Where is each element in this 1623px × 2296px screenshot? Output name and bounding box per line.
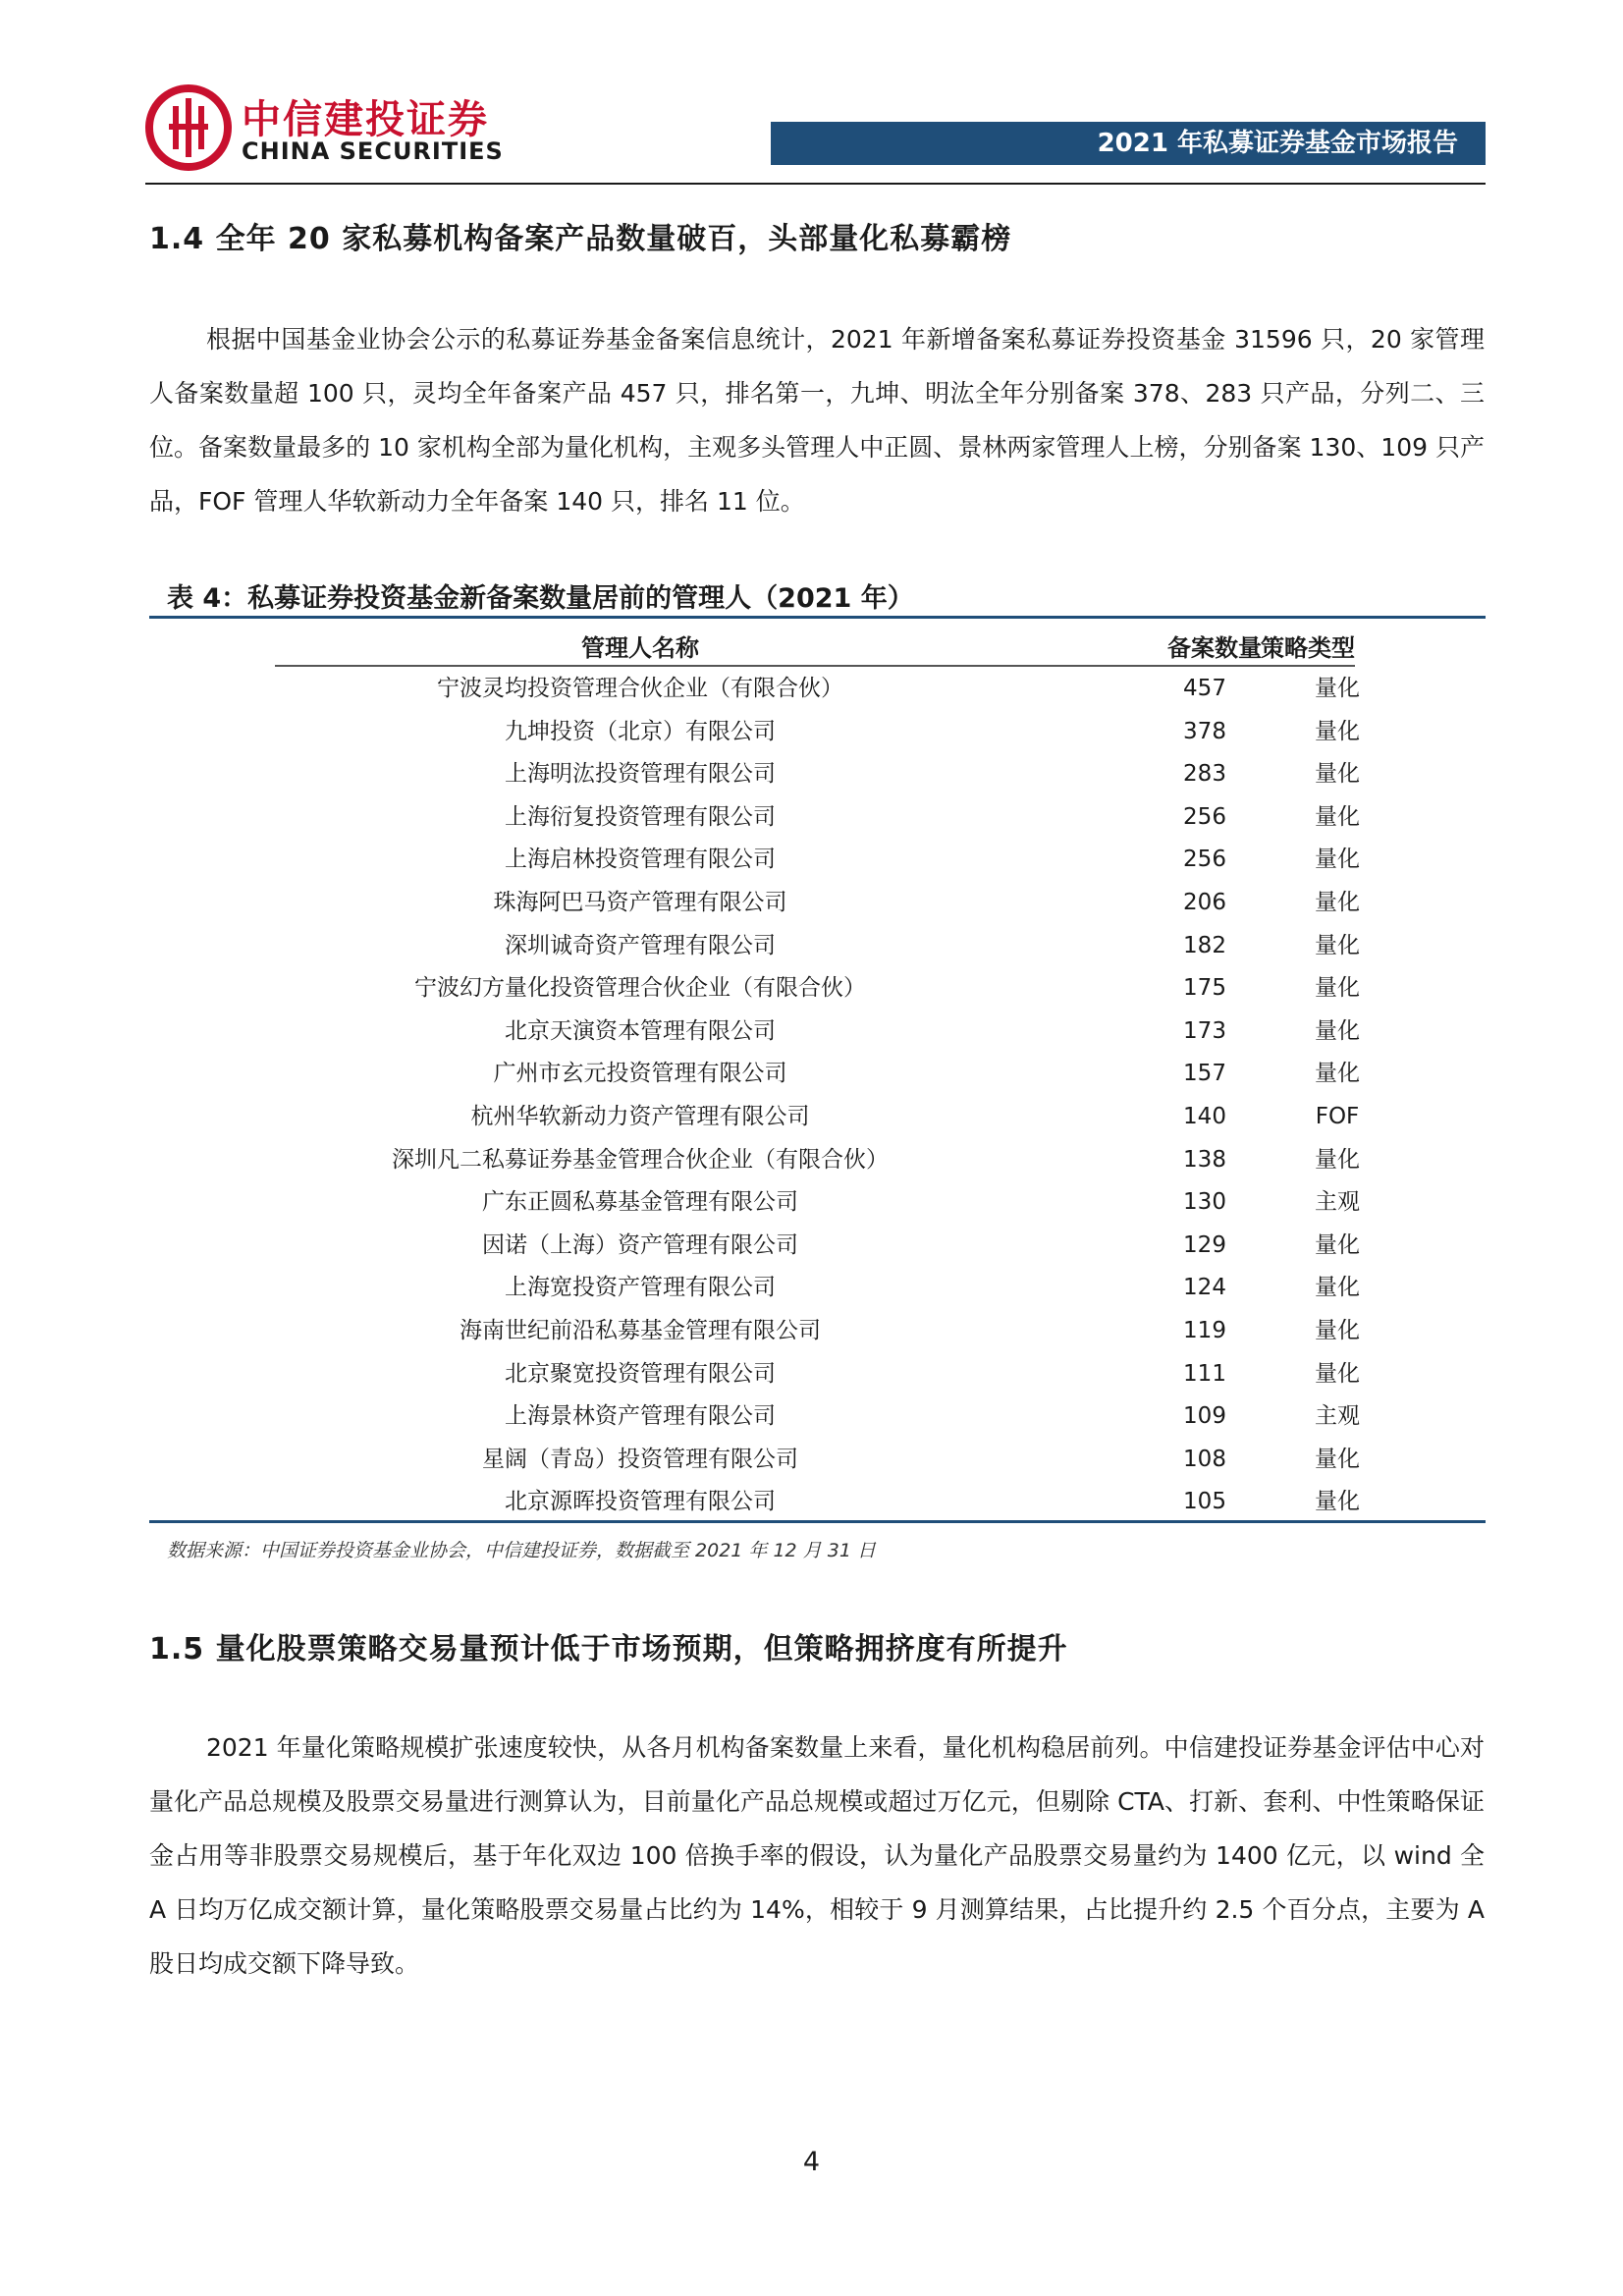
table-caption: 表 4：私募证券投资基金新备案数量居前的管理人（2021 年） [167, 583, 914, 614]
table-header-name: 管理人名称 [581, 634, 699, 662]
section-1-5-title: 1.5 量化股票策略交易量预计低于市场预期，但策略拥挤度有所提升 [149, 1632, 1068, 1667]
report-title-bar: 2021 年私募证券基金市场报告 [771, 122, 1486, 165]
table-row [149, 711, 1486, 754]
table-row [149, 1395, 1486, 1439]
filing-count-cell: 175 [1183, 975, 1226, 1002]
filing-count-cell: 256 [1183, 847, 1226, 873]
logo-english-name: CHINA SECURITIES [242, 137, 504, 165]
table-row [149, 1225, 1486, 1268]
strategy-type-cell: 量化 [1315, 1489, 1360, 1515]
citic-logo-icon [145, 84, 232, 171]
strategy-type-cell: 量化 [1315, 932, 1360, 958]
manager-name-cell: 上海明汯投资管理有限公司 [505, 761, 776, 788]
table-row [149, 967, 1486, 1011]
strategy-type-cell: 量化 [1315, 975, 1360, 1002]
table-row [149, 796, 1486, 840]
filing-count-cell: 124 [1183, 1275, 1226, 1301]
table-row [149, 668, 1486, 711]
strategy-type-cell: 量化 [1315, 1146, 1360, 1173]
strategy-type-cell: 量化 [1315, 1275, 1360, 1301]
table-row [149, 1267, 1486, 1310]
table-bottom-rule [149, 1520, 1486, 1523]
manager-name-cell: 北京天演资本管理有限公司 [505, 1017, 776, 1044]
table-row [149, 882, 1486, 925]
strategy-type-cell: 量化 [1315, 803, 1360, 830]
table-header-rule [275, 665, 1355, 667]
filing-count-cell: 138 [1183, 1146, 1226, 1173]
table-row [149, 839, 1486, 882]
filing-count-cell: 130 [1183, 1189, 1226, 1216]
manager-name-cell: 上海宽投资产管理有限公司 [505, 1275, 776, 1301]
strategy-type-cell: 量化 [1315, 1360, 1360, 1387]
filing-count-cell: 105 [1183, 1489, 1226, 1515]
table-row [149, 1310, 1486, 1353]
table-row [149, 1053, 1486, 1096]
filing-count-cell: 129 [1183, 1231, 1226, 1258]
filing-count-cell: 283 [1183, 761, 1226, 788]
filing-count-cell: 108 [1183, 1446, 1226, 1472]
table-row [149, 1011, 1486, 1054]
table-header-type: 策略类型 [1261, 634, 1355, 662]
manager-name-cell: 深圳诚奇资产管理有限公司 [505, 932, 776, 958]
table-top-rule [149, 616, 1486, 619]
manager-name-cell: 因诺（上海）资产管理有限公司 [482, 1231, 798, 1258]
filing-count-cell: 119 [1183, 1317, 1226, 1343]
manager-name-cell: 宁波幻方量化投资管理合伙企业（有限合伙） [414, 975, 866, 1002]
strategy-type-cell: 主观 [1315, 1403, 1360, 1430]
table-row [149, 925, 1486, 968]
filing-count-cell: 111 [1183, 1360, 1226, 1387]
filing-count-cell: 256 [1183, 803, 1226, 830]
manager-name-cell: 上海启林投资管理有限公司 [505, 847, 776, 873]
manager-name-cell: 上海衍复投资管理有限公司 [505, 803, 776, 830]
header-divider [145, 183, 1486, 185]
manager-name-cell: 九坤投资（北京）有限公司 [505, 718, 776, 744]
table-row [149, 753, 1486, 796]
table-row [149, 1439, 1486, 1482]
manager-name-cell: 深圳凡二私募证券基金管理合伙企业（有限合伙） [392, 1146, 889, 1173]
section-1-4-paragraph: 根据中国基金业协会公示的私募证券基金备案信息统计，2021 年新增备案私募证券投资基金 31596 只，20 家管理人备案数量超 100 只，灵均全年备案产品 457 只，排名第一，九坤、明汯全年分别备案 378、283 只产品，分列二、三位。备案数量最多的 10 家机构全部为量化机构，主观多头管理人中正圆、景林两家管理人上榜，分别备案 130、109 只产品，FOF 管理人华软新动力全年备案 140 只，排名 11 位。 [149, 325, 1485, 516]
filing-count-cell: 173 [1183, 1017, 1226, 1044]
manager-name-cell: 杭州华软新动力资产管理有限公司 [470, 1103, 810, 1129]
filing-count-cell: 457 [1183, 676, 1226, 701]
strategy-type-cell: 主观 [1315, 1189, 1360, 1216]
strategy-type-cell: 量化 [1315, 847, 1360, 873]
table-body [149, 668, 1486, 1524]
filing-count-cell: 157 [1183, 1061, 1226, 1087]
strategy-type-cell: 量化 [1315, 718, 1360, 744]
strategy-type-cell: 量化 [1315, 676, 1360, 701]
company-logo [145, 84, 504, 173]
table-source-note: 数据来源：中国证券投资基金业协会，中信建投证券，数据截至 2021 年 12 月 31 日 [167, 1540, 876, 1561]
manager-name-cell: 广州市玄元投资管理有限公司 [493, 1061, 787, 1087]
filing-count-cell: 206 [1183, 889, 1226, 915]
filing-count-cell: 182 [1183, 932, 1226, 958]
manager-name-cell: 宁波灵均投资管理合伙企业（有限合伙） [437, 676, 843, 701]
section-1-4-title: 1.4 全年 20 家私募机构备案产品数量破百，头部量化私募霸榜 [149, 222, 1012, 256]
manager-name-cell: 上海景林资产管理有限公司 [505, 1403, 776, 1430]
filing-count-cell: 140 [1183, 1103, 1226, 1129]
manager-name-cell: 星阔（青岛）投资管理有限公司 [482, 1446, 798, 1472]
filing-count-cell: 378 [1183, 718, 1226, 744]
table-row [149, 1139, 1486, 1182]
strategy-type-cell: 量化 [1315, 761, 1360, 788]
strategy-type-cell: 量化 [1315, 1061, 1360, 1087]
table-row [149, 1181, 1486, 1225]
logo-chinese-name: 中信建投证券 [242, 97, 489, 142]
strategy-type-cell: 量化 [1315, 1017, 1360, 1044]
manager-name-cell: 珠海阿巴马资产管理有限公司 [493, 889, 787, 915]
strategy-type-cell: 量化 [1315, 1231, 1360, 1258]
manager-name-cell: 海南世纪前沿私募基金管理有限公司 [460, 1317, 821, 1343]
table-header-count: 备案数量 [1167, 634, 1262, 662]
manager-name-cell: 北京聚宽投资管理有限公司 [505, 1360, 776, 1387]
strategy-type-cell: FOF [1315, 1103, 1360, 1129]
strategy-type-cell: 量化 [1315, 1446, 1360, 1472]
section-1-5-paragraph: 2021 年量化策略规模扩张速度较快，从各月机构备案数量上来看，量化机构稳居前列。中信建投证券基金评估中心对量化产品总规模及股票交易量进行测算认为，目前量化产品总规模或超过万亿元，但剔除 CTA、打新、套利、中性策略保证金占用等非股票交易规模后，基于年化双边 100 倍换手率的假设，认为量化产品股票交易量约为 1400 亿元，以 wind 全 A 日均万亿成交额计算，量化策略股票交易量占比约为 14%，相较于 9 月测算结果，占比提升约 2.5 个百分点，主要为 A 股日均成交额下降导致。 [149, 1733, 1485, 1978]
table-row [149, 1096, 1486, 1139]
filing-count-cell: 109 [1183, 1403, 1226, 1430]
table-row [149, 1353, 1486, 1396]
manager-name-cell: 北京源晖投资管理有限公司 [505, 1489, 776, 1515]
page-number: 4 [802, 2147, 821, 2177]
manager-name-cell: 广东正圆私募基金管理有限公司 [482, 1189, 798, 1216]
strategy-type-cell: 量化 [1315, 1317, 1360, 1343]
table-row [149, 1481, 1486, 1524]
strategy-type-cell: 量化 [1315, 889, 1360, 915]
